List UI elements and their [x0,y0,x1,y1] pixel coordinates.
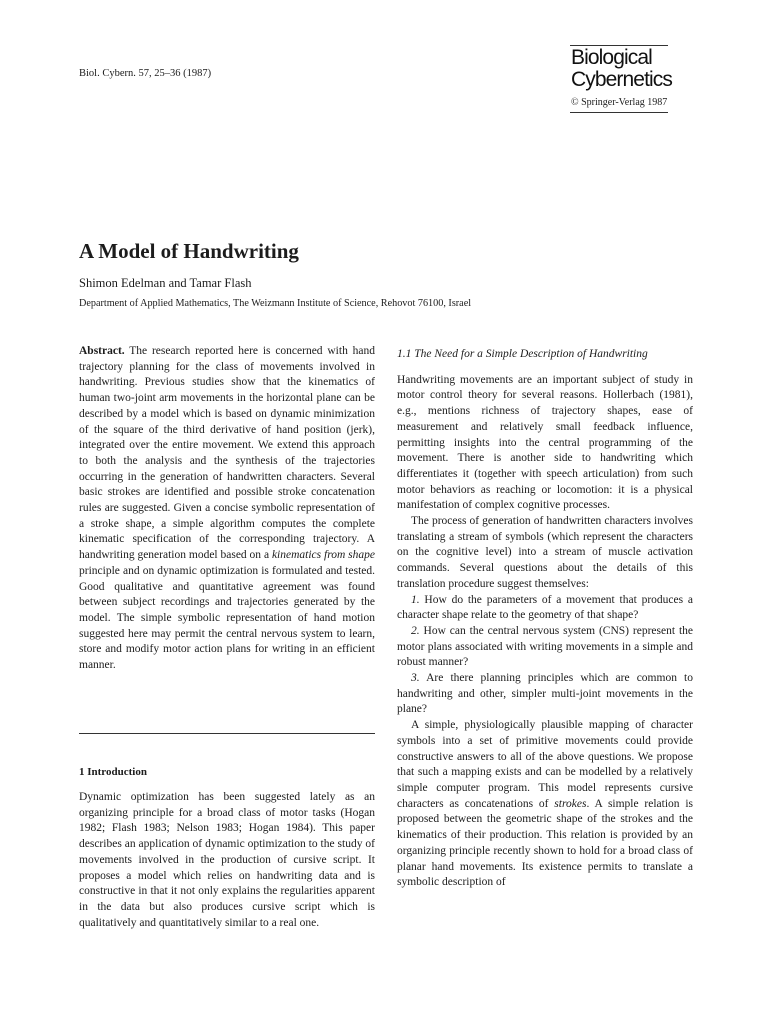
journal-name-line2: Cybernetics [571,68,672,91]
body-paragraph-3-text-b: . A simple relation is proposed between the geometric shape of the strokes and the kinematics of their production. This relation is provided by an organizing principle recently shown to hold for a broad class of planar hand movements. Its existence permits to translate a symbolic description of [397,797,693,889]
journal-name [571,47,672,91]
question-1 [397,593,693,624]
copyright-notice: © Springer-Verlag 1987 [571,97,668,108]
subsection-heading: 1.1 The Need for a Simple Description of Handwriting [397,348,648,360]
article-authors: Shimon Edelman and Tamar Flash [79,276,252,290]
right-column [397,347,693,891]
section-heading-introduction: 1 Introduction [79,766,147,778]
question-3 [397,671,693,718]
article-title: A Model of Handwriting [79,239,299,263]
introduction-paragraph: Dynamic optimization has been suggested lately as an organizing principle for a broad class of motor tasks (Hogan 1982; Flash 1983; Nelson 1983; Hogan 1984). This paper describes an application of dynamic optimization to the study of movements involved in the production of cursive script. It proposes a model which relies on handwriting data and is constructive in that it not only explains the regularities apparent in the data but also produces cursive script which is qualitatively and quantitatively similar to a real one. [79,791,375,929]
journal-name-line1: Biological [571,46,652,69]
question-3-text: Are there planning principles which are common to handwriting and other, simpler multi-joint movements in the plane? [397,672,693,716]
question-1-number: 1. [411,593,420,606]
body-paragraph-1: Handwriting movements are an important subject of study in motor control theory for several reasons. Hollerbach (1981), e.g., mentions richness of trajectory shapes, ease of measurement and relatively small feedback influence, permitting insights into the central programming of the movement. There is another side to handwriting which differentiates it (together with speech articulation) from such motor behaviors as reaching or locomotion: it is a physical manifestation of complex cognitive processes. [397,373,693,512]
question-2-number: 2. [411,624,420,637]
introduction-body [79,790,375,931]
abstract-paragraph [79,344,375,674]
question-1-text: How do the parameters of a movement that produces a character shape relate to the geometry of that shape? [397,593,693,622]
question-2 [397,624,693,671]
journal-rule-bottom [570,112,668,113]
abstract-text-2: principle and on dynamic optimization is formulated and tested. Good qualitative and quantitative agreement was found between subject recordings and trajectories generated by the model. The simple symbolic representation of hand motion suggested here may permit the central nervous system to learn, store and modify motor action plans for writing in an efficient manner. [79,564,375,672]
journal-citation: Biol. Cybern. 57, 25–36 (1987) [79,68,212,79]
body-paragraph-3-text-a: A simple, physiologically plausible mapping of character symbols into a set of primitive movements could provide constructive answers to all of the above questions. We propose that such a mapping exists and can be modelled by a relatively simple computer program. This model represents cursive characters as concatenations of [397,719,693,810]
body-paragraph-3 [397,718,693,891]
abstract-label: Abstract. [79,345,125,357]
body-paragraph-2: The process of generation of handwritten characters involves translating a stream of symbols (which represent the characters on the cognitive level) into a stream of muscle activation commands. Several questions about the details of this translation procedure suggest themselves: [397,515,693,590]
abstract [79,344,375,674]
body-paragraph-3-emphasis: strokes [554,797,587,810]
abstract-text-1: The research reported here is concerned with hand trajectory planning for the class of movements involved in handwriting. Previous studies show that the kinematics of human two-joint arm movements in the horizontal plane can be described by a model which is based on dynamic minimization of the square of the third derivative of hand position (jerk), integrated over the entire movement. We extend this approach to both the analysis and the synthesis of the trajectories occurring in the generation of handwritten characters. Several basic strokes are identified and possible stroke concatenation rules are suggested. Given a concise symbolic representation of a stroke shape, a simple algorithm computes the complete kinematic specification of the corresponding trajectory. A handwriting generation model based on a [79,345,375,562]
author-affiliation: Department of Applied Mathematics, The Weizmann Institute of Science, Rehovot 76100, Israel [79,298,472,309]
abstract-separator [79,733,375,734]
abstract-emphasis: kinematics from shape [271,549,376,562]
question-3-number: 3. [411,672,420,685]
question-2-text: How can the central nervous system (CNS) represent the motor plans associated with writing movements in a simple and robust manner? [397,624,693,669]
